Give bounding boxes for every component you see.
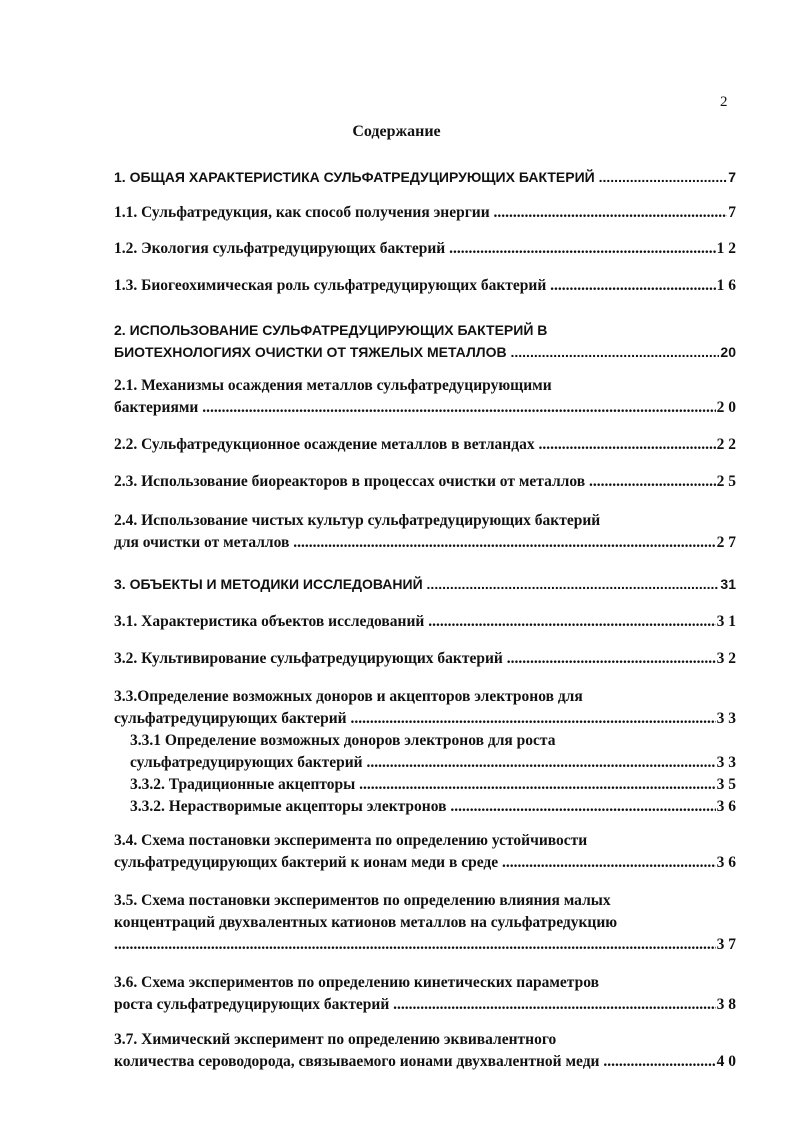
toc-entry-3-5[interactable] xyxy=(114,890,736,956)
toc-entry-page: 3 6 xyxy=(716,854,736,871)
toc-entry-3-4[interactable] xyxy=(114,830,736,874)
toc-entry-2[interactable] xyxy=(114,319,736,363)
toc-entry-page: 3 3 xyxy=(716,754,736,771)
toc-entry-text: 3.7. Химический эксперимент по определению эквивалентного xyxy=(114,1031,557,1048)
toc-entry-2-4[interactable] xyxy=(114,510,736,554)
toc-entry-3[interactable] xyxy=(114,573,736,595)
toc-entry-3-6[interactable] xyxy=(114,972,736,1016)
toc-entry-page: 2 0 xyxy=(716,399,736,416)
toc-entry-text: сульфатредуцирующих бактерий ..... xyxy=(130,752,716,774)
toc-entry-page: 7 xyxy=(728,204,736,221)
toc-entry-page: 7 xyxy=(728,169,736,185)
toc-entry-page: 3 7 xyxy=(716,936,736,953)
toc-entry-3-3-2-a[interactable] xyxy=(130,774,736,796)
toc-entry-1-2[interactable] xyxy=(114,238,736,260)
toc-entry-2-3[interactable] xyxy=(114,471,736,493)
toc-entry-page: 3 6 xyxy=(716,798,736,815)
toc-entry-page: 3 2 xyxy=(716,650,736,667)
toc-entry-text: 3.4. Схема постановки эксперимента по определению устойчивости xyxy=(114,832,588,849)
toc-entry-page: 3 5 xyxy=(716,776,736,793)
toc-entry-2-1[interactable] xyxy=(114,375,736,419)
toc-entry-text: роста сульфатредуцирующих бактерий ..... xyxy=(114,994,716,1016)
toc-entry-3-7[interactable] xyxy=(114,1029,736,1073)
toc-entry-3-3-1[interactable] xyxy=(130,730,736,774)
toc-entry-page: 1 2 xyxy=(716,240,736,257)
toc-entry-text: концентраций двухвалентных катионов металлов на сульфатредукцию xyxy=(114,914,618,931)
toc-entry-text xyxy=(114,934,716,956)
toc-entry-text: для очистки от металлов ..... xyxy=(114,532,716,554)
toc-entry-text: 3.1. Характеристика объектов исследований ..... xyxy=(114,611,716,633)
toc-entry-text: 3.6. Схема экспериментов по определению кинетических параметров xyxy=(114,974,599,991)
toc-entry-text: 3.3.2. Нерастворимые акцепторы электронов ..... xyxy=(130,796,716,818)
toc-entry-1-1[interactable] xyxy=(114,202,736,224)
toc-entry-text: 3.3.Определение возможных доноров и акцепторов электронов для xyxy=(114,688,583,705)
toc-entry-text: бактериями ..... xyxy=(114,397,716,419)
toc-entry-text: 2. ИСПОЛЬЗОВАНИЕ СУЛЬФАТРЕДУЦИРУЮЩИХ БАКТЕРИЙ В xyxy=(114,322,548,338)
toc-entry-text: 2.4. Использование чистых культур сульфатредуцирующих бактерий xyxy=(114,512,601,529)
toc-entry-text: 2.1. Механизмы осаждения металлов сульфатредуцирующими xyxy=(114,377,552,394)
toc-entry-3-2[interactable] xyxy=(114,648,736,670)
toc-entry-text: 3.3.1 Определение возможных доноров электронов для роста xyxy=(130,732,556,749)
toc-entry-1[interactable] xyxy=(114,166,736,188)
toc-entry-page: 2 5 xyxy=(716,473,736,490)
toc-entry-text: 2.3. Использование биореакторов в процессах очистки от металлов ..... xyxy=(114,471,716,493)
toc-entry-3-3[interactable] xyxy=(114,686,736,730)
toc-entry-1-3[interactable] xyxy=(114,275,736,297)
toc-entry-text: 1.2. Экология сульфатредуцирующих бактерий ..... xyxy=(114,238,716,260)
toc-entry-text: сульфатредуцирующих бактерий к ионам меди в среде ..... xyxy=(114,852,716,874)
toc-entry-3-3-2-b[interactable] xyxy=(130,796,736,818)
toc-entry-text: 3.5. Схема постановки экспериментов по определению влияния малых xyxy=(114,892,611,909)
toc-entry-text: БИОТЕХНОЛОГИЯХ ОЧИСТКИ ОТ ТЯЖЕЛЫХ МЕТАЛЛОВ ..... xyxy=(114,341,719,363)
toc-entry-text: 2.2. Сульфатредукционное осаждение металлов в ветландах ..... xyxy=(114,434,716,456)
toc-entry-page: 3 3 xyxy=(716,710,736,727)
toc-entry-page: 20 xyxy=(720,344,736,360)
toc-entry-text: 1.3. Биогеохимическая роль сульфатредуцирующих бактерий ..... xyxy=(114,275,716,297)
toc-entry-text: 3.3.2. Традиционные акцепторы ..... xyxy=(130,774,716,796)
toc-entry-page: 4 0 xyxy=(716,1053,736,1070)
toc-title: Содержание xyxy=(352,123,441,140)
toc-entry-page: 3 8 xyxy=(716,996,736,1013)
toc-entry-page: 2 7 xyxy=(716,534,736,551)
toc-entry-page: 2 2 xyxy=(716,436,736,453)
toc-entry-text: 3. ОБЪЕКТЫ И МЕТОДИКИ ИССЛЕДОВАНИЙ ..... xyxy=(114,573,719,595)
toc-entry-text: 3.2. Культивирование сульфатредуцирующих бактерий ..... xyxy=(114,648,716,670)
toc-entry-page: 31 xyxy=(720,576,736,592)
toc-entry-2-2[interactable] xyxy=(114,434,736,456)
toc-entry-text: количества сероводорода, связываемого ионами двухвалентной меди ..... xyxy=(114,1051,716,1073)
toc-entry-text: 1.1. Сульфатредукция, как способ получения энергии ..... xyxy=(114,202,727,224)
toc-entry-text: сульфатредуцирующих бактерий ..... xyxy=(114,708,716,730)
toc-entry-text: 1. ОБЩАЯ ХАРАКТЕРИСТИКА СУЛЬФАТРЕДУЦИРУЮЩИХ БАКТЕРИЙ ..... xyxy=(114,166,727,188)
toc-entry-page: 3 1 xyxy=(716,613,736,630)
page-number: 2 xyxy=(720,94,728,110)
toc-entry-3-1[interactable] xyxy=(114,611,736,633)
toc-entry-page: 1 6 xyxy=(716,277,736,294)
